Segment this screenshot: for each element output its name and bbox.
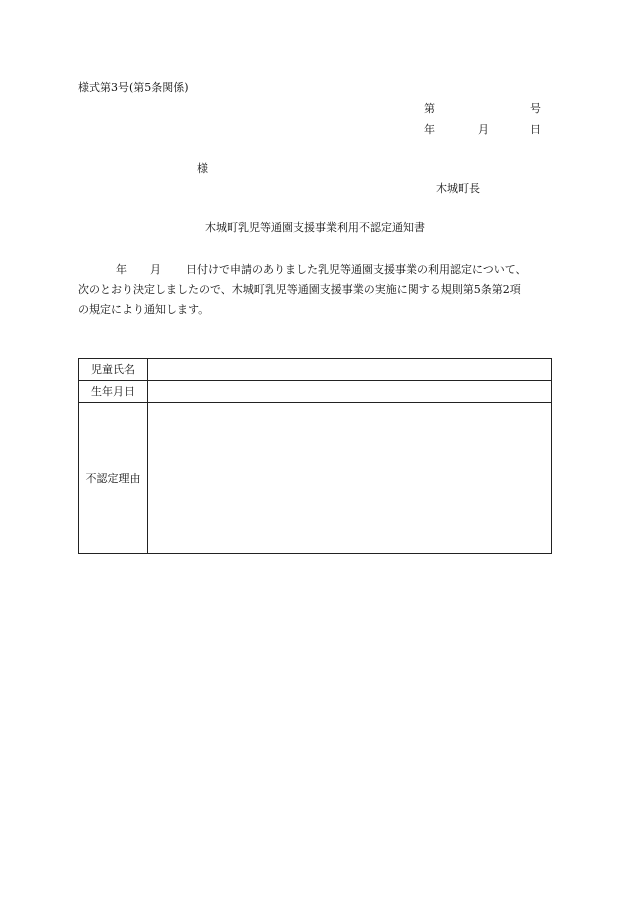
child-name-field[interactable] (148, 359, 552, 381)
addressee-honorific: 様 (197, 162, 208, 175)
table-row (79, 403, 552, 554)
document-number-suffix: 号 (530, 102, 541, 115)
body-line-1: 日付けで申請のありました乳児等通園支援事業の利用認定について、 (186, 263, 527, 276)
body-year-label: 年 (116, 263, 127, 276)
info-table (78, 358, 552, 554)
table-row (79, 359, 552, 381)
document-number-prefix: 第 (424, 102, 435, 115)
form-number: 様式第3号(第5条関係) (78, 81, 189, 94)
rejection-reason-field[interactable] (148, 403, 552, 554)
body-line-2: 次のとおり決定しましたので、木城町乳児等通園支援事業の実施に関する規則第5条第2項 (78, 283, 521, 296)
birth-date-field[interactable] (148, 381, 552, 403)
birth-date-label: 生年月日 (79, 381, 148, 403)
child-name-label: 児童氏名 (79, 359, 148, 381)
table-row (79, 381, 552, 403)
issuer-name: 木城町長 (436, 182, 480, 195)
date-day-label: 日 (530, 123, 541, 136)
rejection-reason-label: 不認定理由 (79, 403, 148, 554)
body-line-3: の規定により通知します。 (78, 303, 210, 316)
date-year-label: 年 (424, 123, 435, 136)
document-title: 木城町乳児等通園支援事業利用不認定通知書 (205, 221, 425, 234)
body-month-label: 月 (150, 263, 161, 276)
date-month-label: 月 (478, 123, 489, 136)
